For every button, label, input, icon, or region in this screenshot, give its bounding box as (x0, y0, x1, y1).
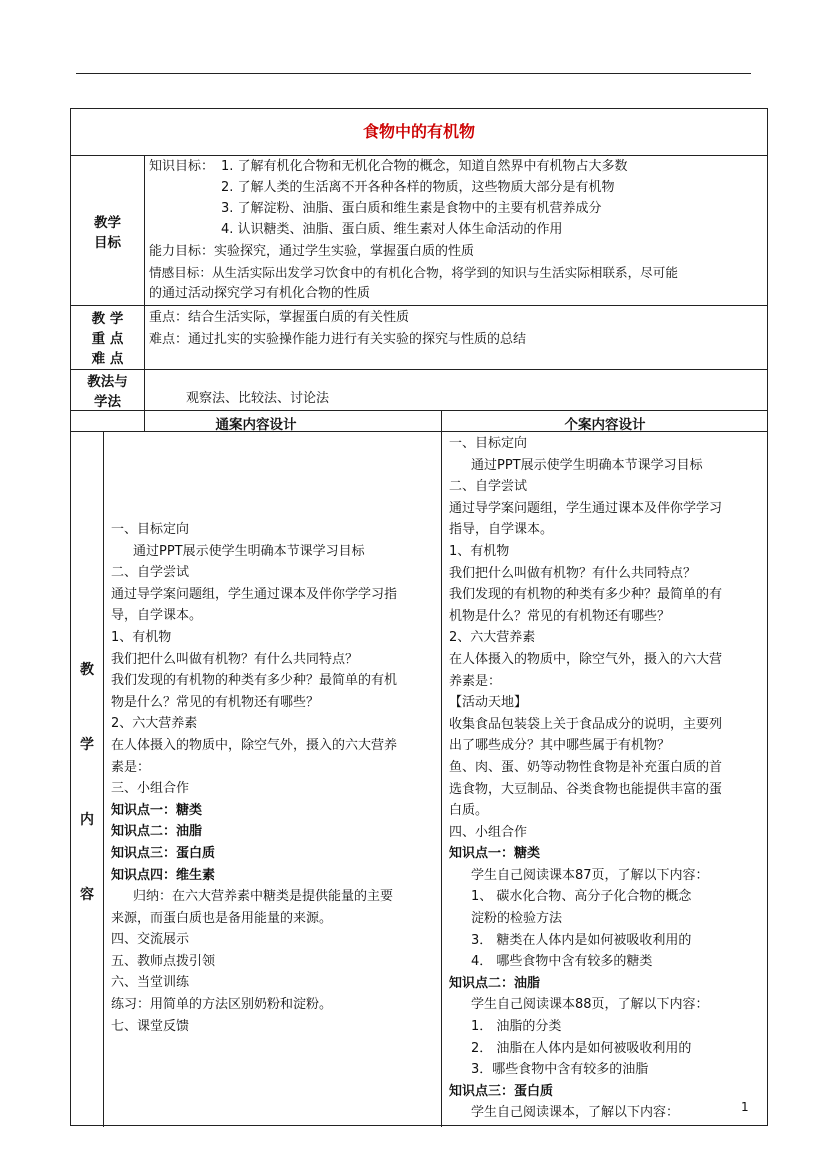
row-divider (71, 369, 767, 370)
content-line: 导，自学课本。 (111, 608, 203, 624)
knowledge-point-heading: 知识点三：蛋白质 (449, 1083, 554, 1099)
content-line: 学生自己阅读课本，了解以下内容： (471, 1105, 680, 1121)
focus-label-line: 重 点 (91, 331, 124, 347)
content-line: 六、当堂训练 (111, 975, 190, 991)
content-line: 四、小组合作 (449, 824, 528, 840)
content-line: 养素是： (449, 673, 502, 689)
knowledge-goal-item: 2. 了解人类的生活离不开各种各样的物质，这些物质大部分是有机物 (221, 180, 615, 195)
goals-label (71, 213, 144, 253)
knowledge-goal-item: 1. 了解有机化合物和无机化合物的概念，知道自然界中有机物占大多数 (221, 159, 628, 174)
content-line: 四、交流展示 (111, 932, 190, 948)
content-line: 通过导学案问题组，学生通过课本及伴你学学习 (449, 500, 723, 516)
content-line: 2、六大营养素 (111, 716, 198, 732)
page-number: 1 (741, 1100, 749, 1114)
ability-goal: 能力目标：实验探究，通过学生实验，掌握蛋白质的性质 (149, 244, 475, 259)
difficulty-point: 难点：通过扎实的实验操作能力进行有关实验的探究与性质的总结 (149, 332, 527, 347)
left-column-header: 通案内容设计 (215, 417, 297, 433)
row-divider (71, 431, 767, 432)
content-line: 二、自学尝试 (449, 479, 528, 495)
content-line: 白质。 (449, 803, 489, 819)
methods-text: 观察法、比较法、讨论法 (186, 391, 330, 406)
side-label-char: 内 (80, 812, 94, 828)
content-line: 一、目标定向 (111, 522, 190, 537)
content-line: 学生自己阅读课本88页，了解以下内容： (471, 997, 709, 1013)
content-line: 学生自己阅读课本87页，了解以下内容： (471, 867, 709, 883)
key-point: 重点：结合生活实际，掌握蛋白质的有关性质 (149, 310, 410, 325)
knowledge-point-heading: 知识点二：油脂 (111, 824, 203, 840)
goals-label-line: 教学 (94, 215, 121, 231)
label-column-divider (144, 155, 145, 431)
content-line: 五、教师点拨引领 (111, 953, 216, 969)
content-line: 我们把什么叫做有机物？有什么共同特点？ (449, 565, 697, 581)
knowledge-goal-prefix: 知识目标： (149, 159, 215, 174)
focus-label (71, 309, 144, 369)
content-line: 1、有机物 (449, 543, 510, 559)
content-line: 淀粉的检验方法 (471, 911, 563, 927)
row-divider (71, 305, 767, 306)
knowledge-goal-item: 4. 认识糖类、油脂、蛋白质、维生素对人体生命活动的作用 (221, 222, 563, 237)
content-line: 1． 油脂的分类 (471, 1019, 562, 1035)
knowledge-point-heading: 知识点三：蛋白质 (111, 845, 216, 861)
content-line: 三、小组合作 (111, 781, 190, 797)
lesson-plan-table (70, 108, 768, 1126)
focus-label-line: 难 点 (91, 351, 124, 367)
side-label-char: 学 (80, 737, 94, 753)
content-line: 七、课堂反馈 (111, 1018, 190, 1034)
content-line: 收集食品包装袋上关于食品成分的说明，主要列 (449, 716, 723, 732)
side-label-char: 教 (80, 662, 94, 678)
goals-label-line: 目标 (94, 235, 121, 251)
content-line: 练习：用简单的方法区别奶粉和淀粉。 (111, 997, 333, 1013)
knowledge-point-heading: 知识点二：油脂 (449, 975, 541, 991)
content-line: 2． 油脂在人体内是如何被吸收利用的 (471, 1040, 692, 1056)
content-line: 3． 糖类在人体内是如何被吸收利用的 (471, 932, 692, 948)
content-line: 指导，自学课本。 (449, 522, 554, 538)
content-line: 1、 碳水化合物、高分子化合物的概念 (471, 889, 692, 905)
content-line: 2、六大营养素 (449, 630, 536, 646)
content-line: 素是： (111, 759, 151, 775)
knowledge-point-heading: 知识点一：糖类 (111, 802, 203, 818)
content-line: 通过PPT展示使学生明确本节课学习目标 (471, 457, 703, 473)
content-line: 通过PPT展示使学生明确本节课学习目标 (133, 543, 365, 559)
knowledge-point-heading: 知识点一：糖类 (449, 846, 541, 862)
emotion-goal: 情感目标：从生活实际出发学习饮食中的有机化合物，将学到的知识与生活实际相联系，尽可能 (149, 265, 678, 280)
content-line: 二、自学尝试 (111, 565, 190, 581)
emotion-goal-cont: 的通过活动探究学习有机化合物的性质 (149, 286, 371, 301)
content-line: 我们发现的有机物的种类有多少种？最简单的有 (449, 587, 723, 603)
methods-label-line: 学法 (94, 394, 121, 410)
content-line: 4． 哪些食物中含有较多的糖类 (471, 954, 653, 970)
content-line: 出了哪些成分？其中哪些属于有机物？ (449, 738, 671, 754)
knowledge-point-heading: 知识点四：维生素 (111, 867, 216, 883)
methods-label-line: 教法与 (87, 374, 128, 390)
content-line: 3．哪些食物中含有较多的油脂 (471, 1062, 649, 1078)
methods-label (71, 372, 144, 412)
individual-design-content (449, 433, 765, 1124)
content-line: 来源，而蛋白质也是备用能量的来源。 (111, 910, 333, 926)
right-column-header: 个案内容设计 (564, 417, 646, 433)
content-line: 我们发现的有机物的种类有多少种？最简单的有机 (111, 673, 398, 689)
content-line: 我们把什么叫做有机物？有什么共同特点？ (111, 651, 359, 667)
row-divider (71, 410, 767, 411)
content-line: 在人体摄入的物质中，除空气外，摄入的六大营 (449, 651, 723, 667)
content-line: 归纳：在六大营养素中糖类是提供能量的主要 (133, 889, 394, 905)
content-line: 鱼、肉、蛋、奶等动物性食物是补充蛋白质的首 (449, 759, 723, 775)
knowledge-goal-item: 3. 了解淀粉、油脂、蛋白质和维生素是食物中的主要有机营养成分 (221, 201, 602, 216)
content-line: 通过导学案问题组，学生通过课本及伴你学学习指 (111, 586, 398, 602)
content-line: 一、目标定向 (449, 436, 528, 451)
content-line: 选食物，大豆制品、谷类食物也能提供丰富的蛋 (449, 781, 723, 797)
focus-label-line: 教 学 (91, 311, 124, 327)
common-design-content (111, 519, 437, 1037)
side-column-divider (103, 431, 104, 1127)
column-divider (441, 410, 442, 1127)
content-line: 物是什么？常见的有机物还有哪些？ (111, 694, 320, 710)
content-line: 在人体摄入的物质中，除空气外，摄入的六大营养 (111, 737, 398, 753)
content-line: 机物是什么？常见的有机物还有哪些？ (449, 608, 671, 624)
content-line: 1、有机物 (111, 629, 172, 645)
header-rule (76, 73, 751, 74)
side-label-char: 容 (80, 887, 94, 903)
content-line: 【活动天地】 (449, 695, 528, 711)
page-title: 食物中的有机物 (362, 122, 475, 141)
